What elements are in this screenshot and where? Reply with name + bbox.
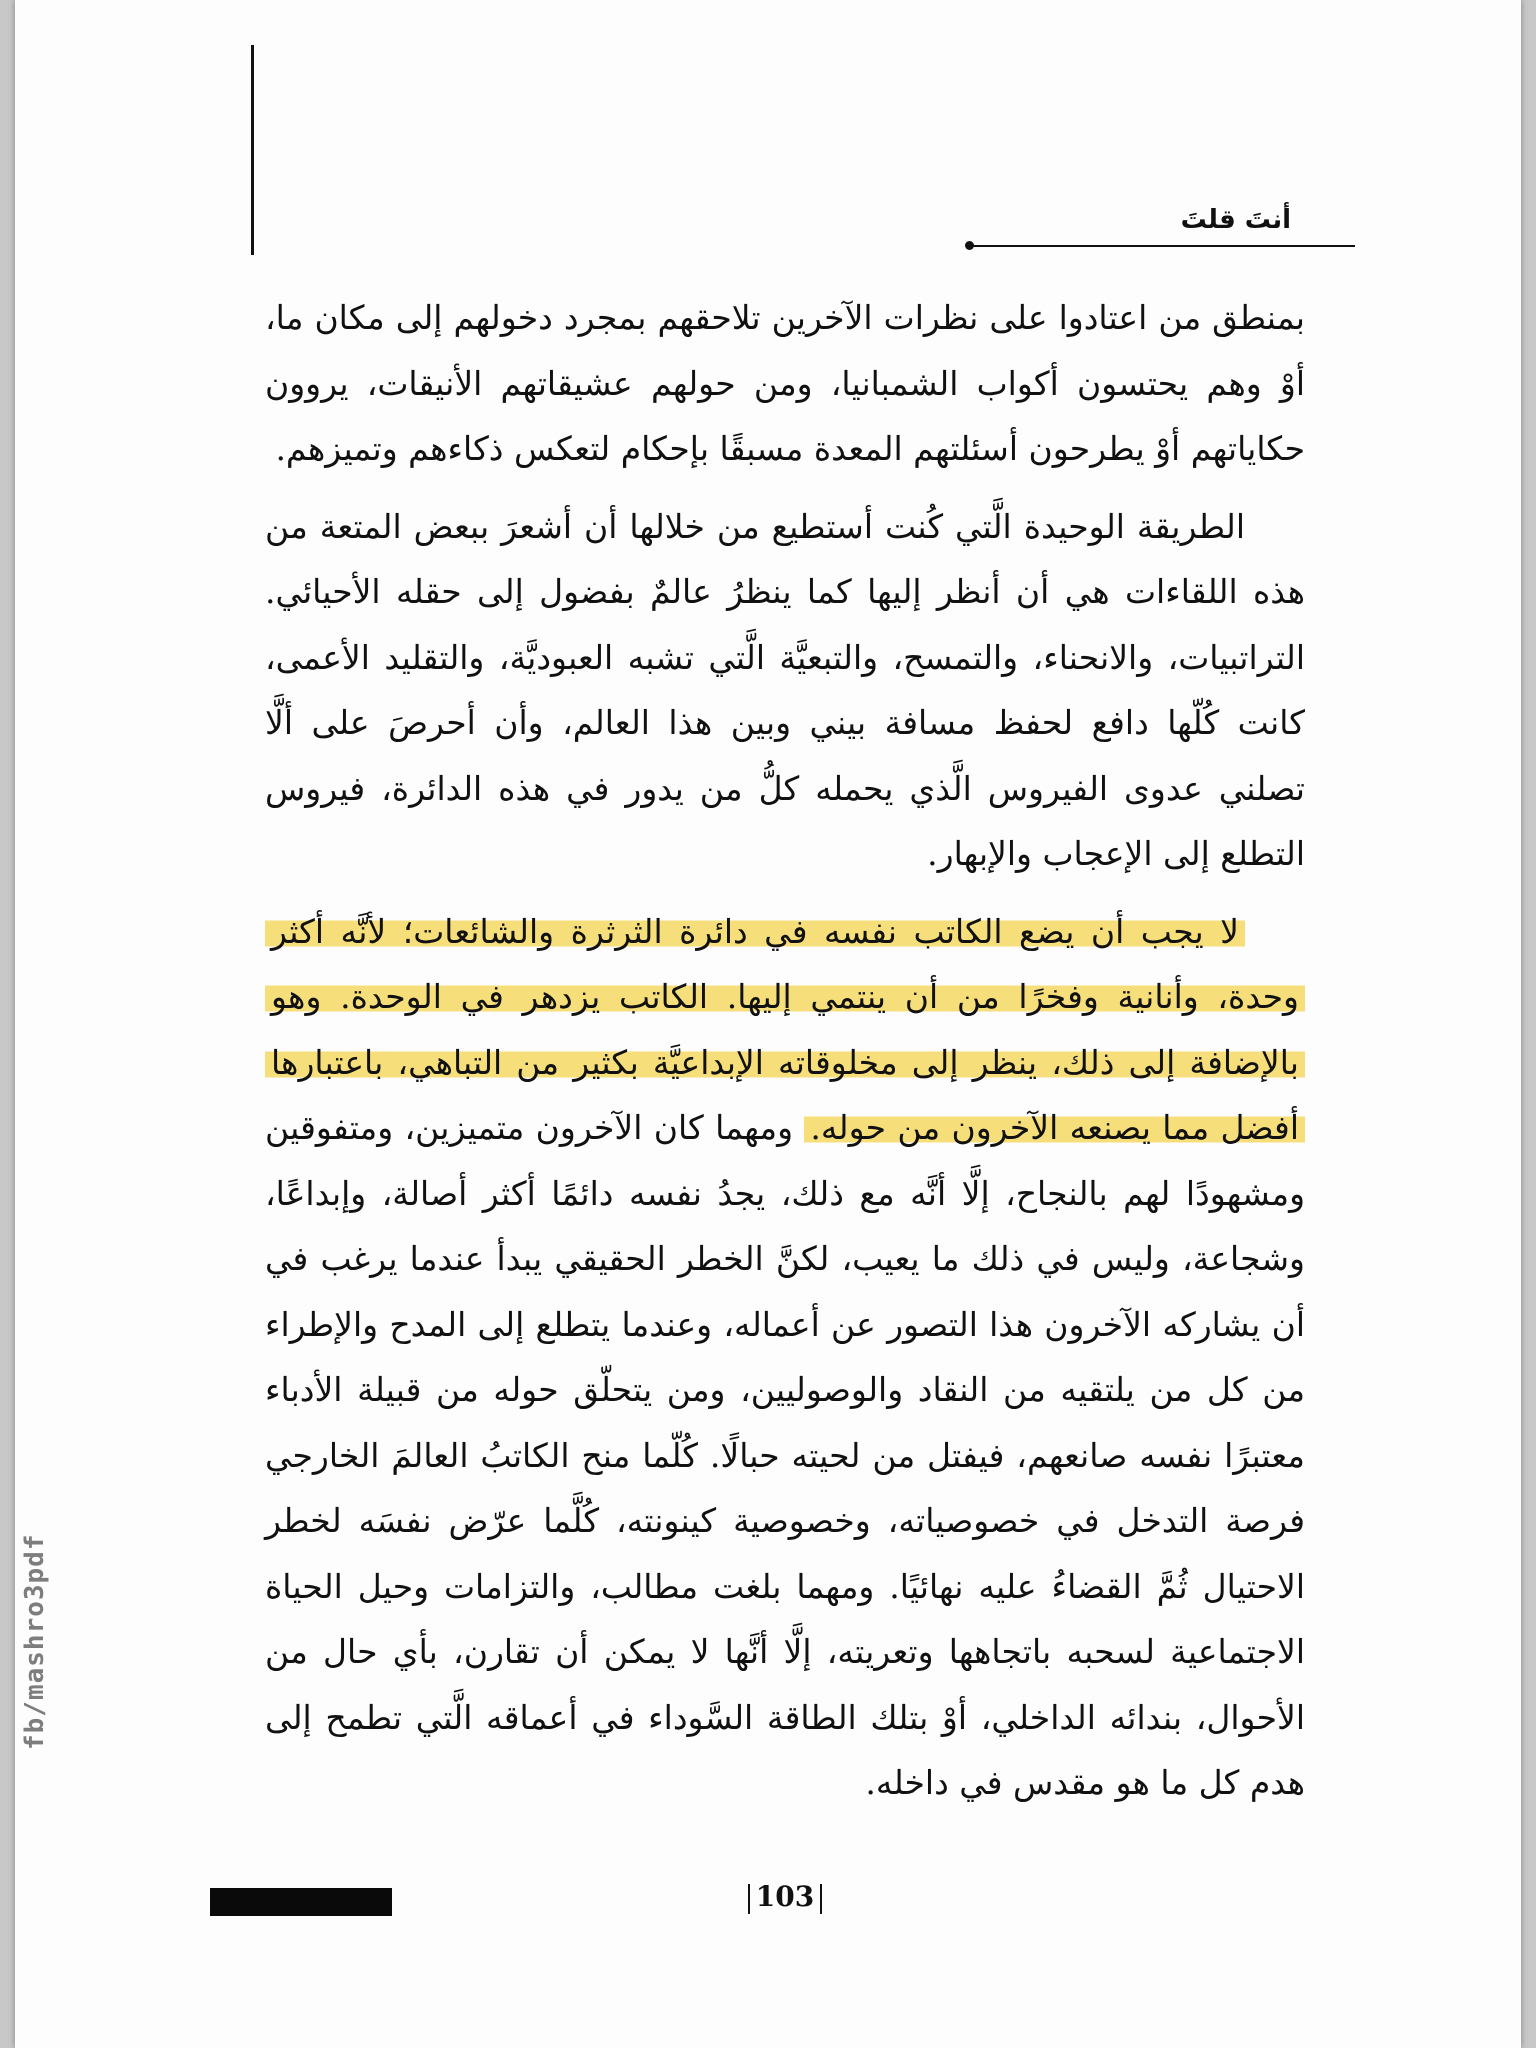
paragraph-text: بمنطق من اعتادوا على نظرات الآخرين تلاحقهم بمجرد دخولهم إلى مكان ما، أوْ وهم يحتسون أكواب الشمبانيا، ومن حولهم عشيقاتهم الأنيقات، يروون حكاياتهم أوْ يطرحون أسئلتهم المعدة مسبقًا بإحكام لتعكس ذكاءهم وتميزهم. <box>265 298 1305 468</box>
redaction-bar <box>210 1888 392 1916</box>
paragraph-text: الطريقة الوحيدة الَّتي كُنت أستطيع من خلالها أن أشعرَ ببعض المتعة من هذه اللقاءات هي أن أنظر إليها كما ينظرُ عالمٌ بفضول إلى حقله الأحيائي. التراتبيات، والانحناء، والتمسح، والتبعيَّة الَّتي تشبه العبوديَّة، والتقليد الأعمى، كانت كُلّها دافع لحفظ مسافة بيني وبين هذا العالم، وأن أحرصَ على ألَّا تصلني عدوى الفيروس الَّذي يحمله كلُّ من يدور في هذه الدائرة، فيروس التطلع إلى الإعجاب والإبهار. <box>265 506 1305 873</box>
page-number-bar-left <box>748 1884 750 1914</box>
body-text <box>265 285 1305 1828</box>
crop-mark-line <box>251 45 254 255</box>
page-number-bar-right <box>820 1884 822 1914</box>
page-number <box>735 1880 835 1914</box>
paragraph-text: ومهما كان الآخرون متميزين، ومتفوقين ومشهودًا لهم بالنجاح، إلَّا أنَّه مع ذلك، يجدُ نفسه دائمًا أكثر أصالة، وإبداعًا، وشجاعة، وليس في ذلك ما يعيب، لكنَّ الخطر الحقيقي يبدأ عندما يرغب في أن يشاركه الآخرون هذا التصور عن أعماله، وعندما يتطلع إلى المدح والإطراء من كل من يلتقيه من النقاد والوصوليين، ومن يتحلّق حوله من قبيلة الأدباء معتبرًا نفسه صانعهم، فيفتل من لحيته حبالًا. كُلّما منح الكاتبُ العالمَ الخارجي فرصة التدخل في خصوصياته، وخصوصية كينونته، كُلَّما عرّض نفسَه لخطر الاحتيال ثُمَّ القضاءُ عليه نهائيًا. ومهما بلغت مطالب، والتزامات وحيل الحياة الاجتماعية لسحبه باتجاهها وتعريته، إلَّا أنَّها لا يمكن أن تقارن، بأي حال من الأحوال، بندائه الداخلي، أوْ بتلك الطاقة السَّوداء في أعماقه الَّتي تطمح إلى هدم كل ما هو مقدس في داخله. <box>265 1108 1305 1802</box>
header-rule-dot <box>965 241 974 250</box>
page-number-value: 103 <box>755 1880 815 1913</box>
paragraph-3 <box>265 899 1305 1816</box>
header-rule <box>970 245 1355 247</box>
paragraph-2 <box>265 494 1305 887</box>
running-head: أنتَ قلتَ <box>1180 205 1291 235</box>
paragraph-1 <box>265 285 1305 482</box>
book-page <box>15 0 1521 2048</box>
highlighted-passage: لا يجب أن يضع الكاتب نفسه في دائرة الثرثرة والشائعات؛ لأنَّه أكثر وحدة، وأنانية وفخرًا من أن ينتمي إليها. الكاتب يزدهر في الوحدة. وهو بالإضافة إلى ذلك، ينظر إلى مخلوقاته الإبداعيَّة بكثير من التباهي، باعتبارها أفضل مما يصنعه الآخرون من حوله. <box>265 912 1305 1148</box>
watermark-text: fb/mashro3pdf <box>20 1533 50 1750</box>
